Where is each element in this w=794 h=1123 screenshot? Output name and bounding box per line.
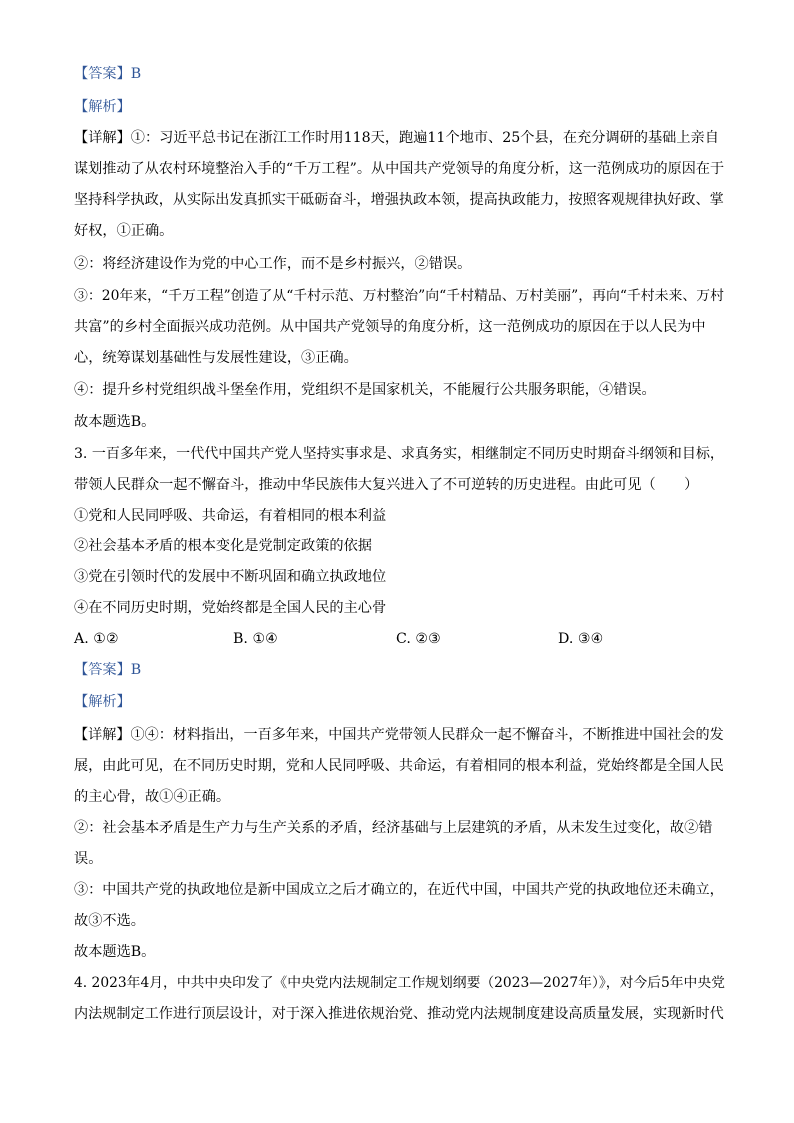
q2-conclusion: 故本题选B。: [74, 414, 156, 430]
q2-detail-line: ③：20年来，“千万工程”创造了从“千村示范、万村整治”向“千村精品、万村美丽”，再向“千村未来、万村: [74, 288, 725, 304]
q3-detail-line: 的主心骨，故①④正确。: [74, 789, 231, 805]
q3-statement: ④在不同历史时期，党始终都是全国人民的主心骨: [74, 600, 387, 616]
q3-option-d: D. ③④: [558, 631, 604, 647]
q3-detail-line: 误。: [74, 851, 103, 867]
q3-analysis-label: 【解析】: [74, 694, 131, 710]
q2-analysis-label: 【解析】: [74, 99, 131, 115]
q3-detail-line: 故③不选。: [74, 913, 145, 929]
q2-answer-label: 【答案】B: [74, 66, 142, 82]
q3-stem-line: 3. 一百多年来，一代代中国共产党人坚持实事求是、求真务实，相继制定不同历史时期奋斗纲领和目标，: [74, 446, 724, 462]
q3-detail-line: ②：社会基本矛盾是生产力与生产关系的矛盾，经济基础与上层建筑的矛盾，从未发生过变化，故②错: [74, 820, 713, 836]
q4-stem-line: 4. 2023年4月，中共中央印发了《中央党内法规制定工作规划纲要（2023—2027年）》，对今后5年中央党: [74, 975, 725, 991]
q3-detail-line: 展，由此可见，在不同历史时期，党和人民同呼吸、共命运，有着相同的根本利益，党始终都是全国人民: [74, 758, 724, 774]
q3-option-b: B. ①④: [233, 631, 278, 647]
q2-detail-line: 坚持科学执政，从实际出发真抓实干砥砺奋斗，增强执政本领，提高执政能力，按照客观规律执好政、掌: [74, 192, 724, 208]
q2-detail-line: 共富”的乡村全面振兴成功范例。从中国共产党领导的角度分析，这一范例成功的原因在于以人民为中: [74, 319, 706, 335]
q3-statement: ①党和人民同呼吸、共命运，有着相同的根本利益: [74, 508, 387, 524]
q3-answer-label: 【答案】B: [74, 662, 142, 678]
q2-detail-line: ②：将经济建设作为党的中心工作，而不是乡村振兴，②错误。: [74, 256, 472, 272]
q3-stem-line: 带领人民群众一起不懈奋斗，推动中华民族伟大复兴进入了不可逆转的历史进程。由此可见（ ）: [74, 477, 699, 493]
q3-option-c: C. ②③: [396, 631, 441, 647]
q3-conclusion: 故本题选B。: [74, 944, 156, 960]
q3-statement: ③党在引领时代的发展中不断巩固和确立执政地位: [74, 569, 387, 585]
q3-detail-line: 【详解】①④：材料指出，一百多年来，中国共产党带领人民群众一起不懈奋斗，不断推进中国社会的发: [74, 727, 724, 743]
q2-detail-line: ④：提升乡村党组织战斗堡垒作用，党组织不是国家机关，不能履行公共服务职能，④错误。: [74, 382, 656, 398]
q2-detail-line: 心，统筹谋划基础性与发展性建设，③正确。: [74, 350, 358, 366]
q4-stem-line: 内法规制定工作进行顶层设计，对于深入推进依规治党、推动党内法规制度建设高质量发展，实现新时代: [74, 1006, 724, 1022]
q2-detail-line: 谋划推动了从农村环境整治入手的“千万工程”。从中国共产党领导的角度分析，这一范例成功的原因在于: [74, 161, 725, 177]
q3-option-a: A. ①②: [74, 631, 119, 647]
q3-statement: ②社会基本矛盾的根本变化是党制定政策的依据: [74, 538, 372, 554]
q2-detail-line: 好权，①正确。: [74, 223, 174, 239]
q2-detail-line: 【详解】①：习近平总书记在浙江工作时用118天，跑遍11个地市、25个县，在充分调研的基础上亲自: [74, 130, 719, 146]
q3-detail-line: ③：中国共产党的执政地位是新中国成立之后才确立的，在近代中国，中国共产党的执政地位还未确立，: [74, 882, 724, 898]
